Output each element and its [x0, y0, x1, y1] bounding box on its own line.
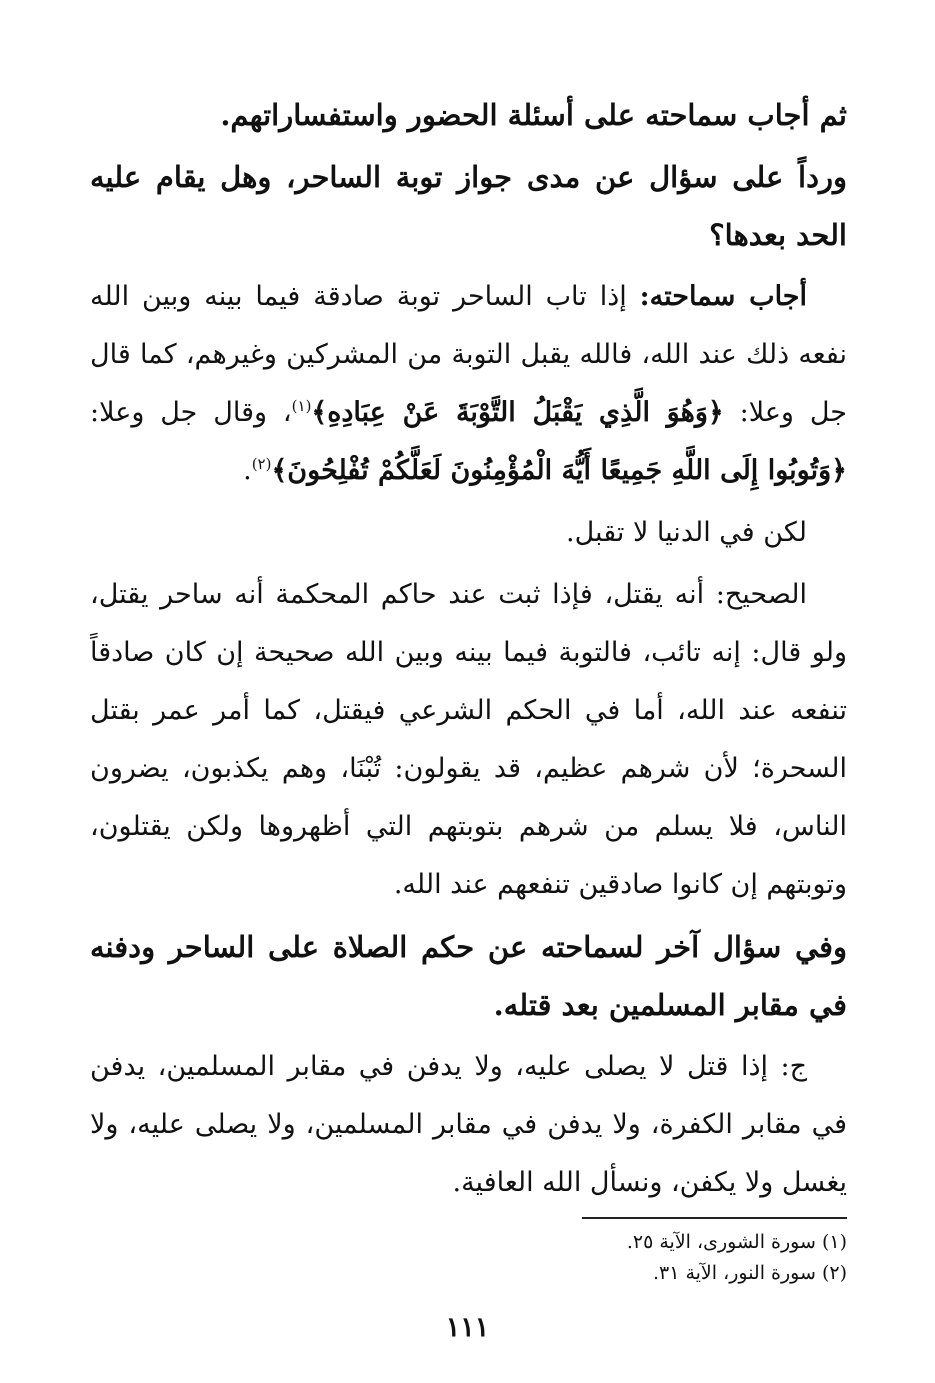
footnotes	[90, 1217, 847, 1289]
footnote-rule	[582, 1217, 847, 1219]
footnote-ref-1: (١)	[291, 397, 312, 415]
question-burial: وفي سؤال آخر لسماحته عن حكم الصلاة على الساحر ودفنه في مقابر المسلمين بعد قتله.	[90, 930, 847, 1022]
page-number: ١١١	[445, 1312, 490, 1343]
question-repentance: ورداً على سؤال عن مدى جواز توبة الساحر، وهل يقام عليه الحد بعدها؟	[90, 160, 847, 252]
footnote-1: (١) سورة الشورى، الآية ٢٥.	[626, 1231, 847, 1253]
page-body	[90, 86, 847, 1216]
answer-text-b: ، وقال جل وعلا:	[90, 397, 292, 428]
footnote-ref-2: (٢)	[251, 455, 272, 473]
paragraph-intro: ثم أجاب سماحته على أسئلة الحضور واستفساراتهم.	[220, 98, 847, 132]
answer-text-a: إذا تاب الساحر توبة صادقة فيما بينه وبين الله نفعه ذلك عند الله، فالله يقبل التوبة من المشركين وغيرهم، كما قال جل وعلا:	[90, 281, 847, 428]
answer-lead: أجاب سماحته:	[639, 281, 807, 312]
footnote-2: (٢) سورة النور، الآية ٣١.	[652, 1262, 847, 1284]
quran-verse-1: ﴿وَهُوَ الَّذِي يَقْبَلُ التَّوْبَةَ عَنْ عِبَادِهِ﴾	[311, 397, 724, 428]
paragraph-worldly: لكن في الدنيا لا تقبل.	[566, 517, 807, 548]
answer-repentance	[90, 268, 847, 500]
quran-verse-2: ﴿وَتُوبُوا إِلَى اللَّهِ جَمِيعًا أَيُّهَ الْمُؤْمِنُونَ لَعَلَّكُمْ تُفْلِحُونَ﴾	[271, 455, 847, 486]
answer-burial: ج: إذا قتل لا يصلى عليه، ولا يدفن في مقابر المسلمين، يدفن في مقابر الكفرة، ولا يدفن في مقابر المسلمين، ولا يصلى عليه، ولا يغسل ولا يكفن، ونسأل الله العافية.	[90, 1051, 847, 1198]
paragraph-correct-ruling: الصحيح: أنه يقتل، فإذا ثبت عند حاكم المحكمة أنه ساحر يقتل، ولو قال: إنه تائب، فالتوبة فيما بينه وبين الله صحيحة إن كان صادقاً تنفعه عند الله، أما في الحكم الشرعي فيقتل، كما أمر عمر بقتل السحرة؛ لأن شرهم عظيم، قد يقولون: تُبْنَا، وهم يكذبون، يضرون الناس، فلا يسلم من شرهم بتوبتهم التي أظهروها ولكن يقتلون، وتوبتهم إن كانوا صادقين تنفعهم عند الله.	[90, 579, 847, 900]
answer-text-c: .	[243, 455, 252, 486]
